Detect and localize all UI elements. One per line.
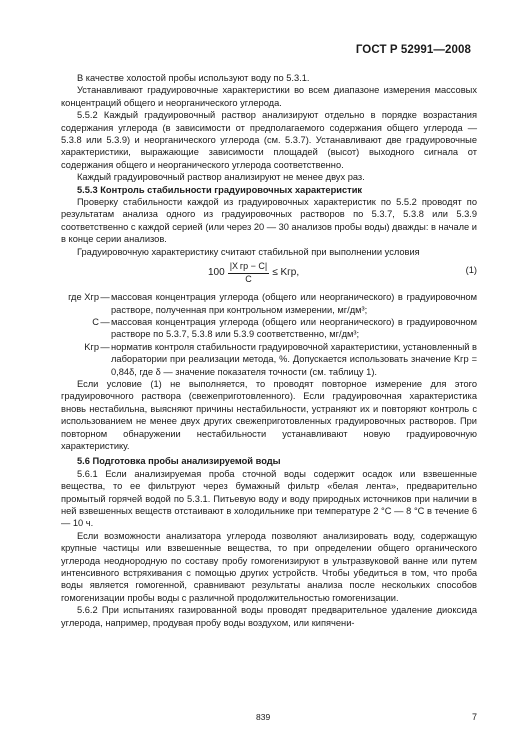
paragraph: Если условие (1) не выполняется, то проводят повторное измерение для этого градуировочного раствора (свежеприготовленного). Если градуировочная характеристика вновь нестабильна, выясняют причины нестабильности, устраняют их и повторяют контроль с использованием не менее двух других свежеприготовленных градуировочных растворов. При повторном обнаружении нестабильности устанавливают новую градуировочную характеристику.: [61, 378, 477, 451]
paragraph-5-6-1: 5.6.1 Если анализируемая проба сточной воды содержит осадок или взвешенные вещества, то ее фильтруют через бумажный фильтр «белая лента», предварительно промытый горячей водой по 5.3.1. Питьевую воду и воду природных источников при наличии в ней взвешенных веществ отстаивают в холодильнике при температуре 2 °С — 8 °С в течение 6 — 10 ч.: [61, 468, 477, 529]
paragraph-5-5-2: 5.5.2 Каждый градуировочный раствор анализируют отдельно в порядке возрастания содержания углерода (в зависимости от предполагаемого содержания общего углерода — 5.3.8 или 5.3.9) и неорганического углерода (см. 5.3.7). Устанавливают две градуировочные характеристики, выражающие зависимости площадей (высот) выходного сигнала от содержания общего и неорганического углерода соответственно.: [61, 110, 477, 170]
page-number: 7: [471, 712, 477, 722]
definition-text: массовая концентрация углерода (общего или неорганического) в градуировочном растворе, полученная при контрольном измерении, мг/дм³;: [111, 292, 477, 315]
formula-1: [61, 259, 477, 289]
formula-denominator: C: [245, 274, 252, 285]
formula-body: [208, 261, 299, 285]
formula-rhs: ≤ Kгр,: [272, 266, 300, 278]
definition-text: норматив контроля стабильности градуировочной характеристики, установленный в лаборатории при реализации метода, %. Допускается использовать значение Kгр = 0,84δ, где δ — значение показателя точности (см. таблицу 1).: [111, 341, 477, 377]
paragraph-5-6-2: 5.6.2 При испытаниях газированной воды проводят предварительное удаление диоксида углерода, например, продувая пробу воды воздухом, или кипячени-: [61, 605, 477, 628]
formula-number: (1): [465, 265, 477, 276]
section-heading-5-6: 5.6 Подготовка пробы анализируемой воды: [77, 456, 281, 467]
definition-term: C: [92, 316, 99, 327]
body-text: [61, 72, 477, 629]
paragraph: Каждый градуировочный раствор анализируют не менее двух раз.: [77, 172, 365, 183]
definition-item: [61, 291, 477, 316]
definition-item: [61, 341, 477, 378]
document-id: ГОСТ Р 52991—2008: [355, 44, 471, 56]
formula-numerator: |X гр − C|: [228, 261, 270, 274]
definitions-list: [61, 291, 477, 378]
definition-dash: —: [100, 292, 110, 303]
formula-fraction: [228, 261, 270, 285]
definition-dash: —: [100, 316, 110, 327]
definition-text: массовая концентрация углерода (общего или неорганического) в градуировочном растворе по 5.3.7, 5.3.8 или 5.3.9 соответственно, мг/дм³;: [111, 316, 477, 340]
paragraph: В качестве холостой пробы используют воду по 5.3.1.: [77, 73, 310, 83]
section-heading-5-5-3: 5.5.3 Контроль стабильности градуировочных характеристик: [77, 184, 363, 195]
paragraph: Проверку стабильности каждой из градуировочных характеристик по 5.5.2 проводят по результатам анализа одного из градуировочных растворов по 5.3.7, 5.3.8 или 5.3.9 соответственно с каждой серией (или через 20 — 30 анализов пробы воды) дважды: в начале и в конце серии анализов.: [61, 197, 477, 245]
paragraph: Устанавливают градуировочные характеристики во всем диапазоне измерения массовых концентраций общего и неорганического углерода.: [61, 85, 477, 108]
paragraph: Градуировочную характеристику считают стабильной при выполнении условия: [77, 246, 420, 257]
definition-term: Kгр: [84, 341, 99, 352]
paragraph: Если возможности анализатора углерода позволяют анализировать воду, содержащую крупные частицы или взвешенные вещества, то при определении общего органического углерода неоднородную по составу пробу гомогенизируют в ультразвуковой ванне или путем интенсивного встряхивания с помощью других устройств. Чтобы убедиться в том, что проба воды является гомогенной, сравнивают результаты анализа после нескольких способов гомогенизации пробы воды с различной продолжительностью гомогенизации.: [61, 530, 477, 603]
definition-term: где Xгр: [68, 292, 99, 303]
definition-dash: —: [100, 341, 110, 352]
footer-sheet-number: 839: [256, 712, 271, 722]
definition-item: [61, 316, 477, 341]
formula-coefficient: 100: [208, 266, 225, 278]
